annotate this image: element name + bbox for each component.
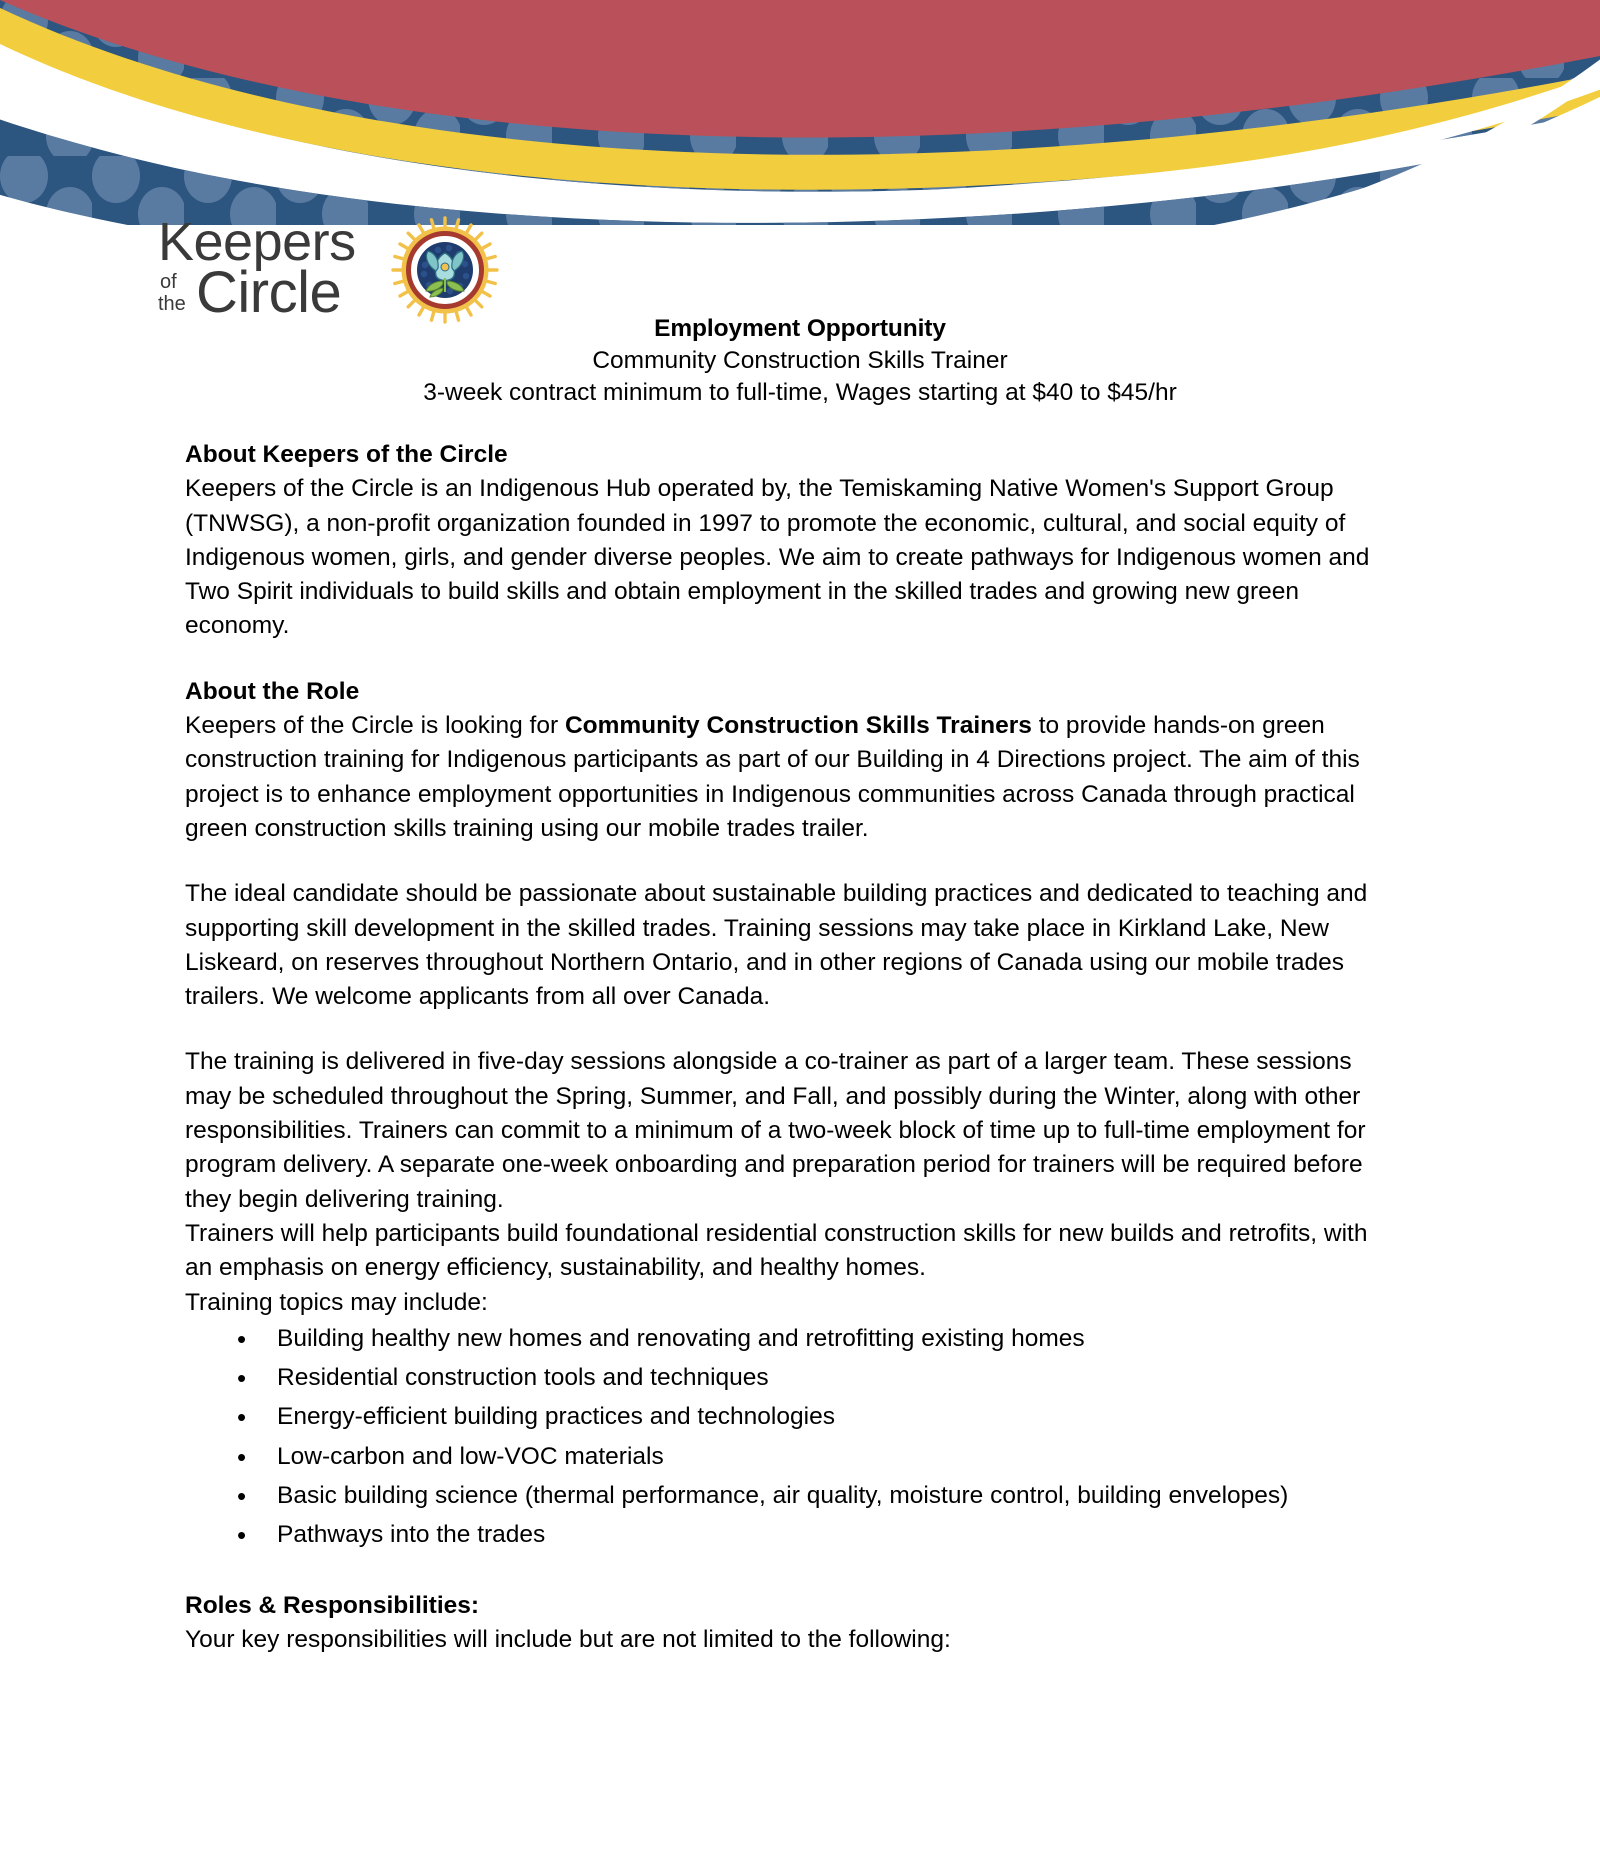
logo-word-keepers: Keepers <box>158 212 356 272</box>
about-role-paragraph-1 <box>185 709 1400 846</box>
list-item-label: Basic building science (thermal performance, air quality, moisture control, building envelopes) <box>277 1482 1289 1510</box>
section-heading-about-role: About the Role <box>185 677 360 705</box>
bullet-icon: • <box>237 1481 247 1512</box>
banner-graphic <box>0 0 1600 225</box>
contract-wage-line: 3-week contract minimum to full-time, Wages starting at $40 to $45/hr <box>423 378 1177 406</box>
logo-word-the: the <box>158 293 186 315</box>
about-role-paragraph-4: Trainers will help participants build foundational residential construction skills for new builds and retrofits, with an emphasis on energy efficiency, sustainability, and healthy homes. <box>185 1219 1368 1282</box>
bullet-icon: • <box>237 1520 247 1551</box>
list-item <box>185 1322 1400 1356</box>
list-item <box>185 1440 1400 1474</box>
circle-medallion-emblem <box>393 218 497 322</box>
about-role-p1-post: to provide hands-on green construction training for Indigenous participants as part of our Building in 4 Directions project. The aim of this project is to enhance employment opportunities in Indigenous communities across Canada through practical green construction skills training using our mobile trades trailer. <box>185 712 1360 842</box>
bullet-icon: • <box>237 1323 247 1354</box>
job-title: Community Construction Skills Trainer <box>592 346 1008 374</box>
list-item-label: Low-carbon and low-VOC materials <box>277 1442 664 1470</box>
section-heading-about-org: About Keepers of the Circle <box>185 441 508 468</box>
about-role-paragraph-3: The training is delivered in five-day sessions alongside a co-trainer as part of a larger team. These sessions may be scheduled throughout the Spring, Summer, and Fall, and possibly during the Winter, along with other responsibilities. Trainers can commit to a minimum of a two-week block of time up to full-time employment for program delivery. A separate one-week onboarding and preparation period for trainers will be required before they begin delivering training. <box>185 1048 1366 1213</box>
list-item <box>185 1518 1400 1552</box>
page-title: Employment Opportunity <box>654 315 946 342</box>
list-item <box>185 1361 1400 1395</box>
list-item <box>185 1400 1400 1434</box>
training-topics-list <box>185 1322 1400 1553</box>
list-item-label: Residential construction tools and techniques <box>277 1364 769 1392</box>
list-item-label: Pathways into the trades <box>277 1521 546 1549</box>
list-item <box>185 1479 1400 1513</box>
about-role-p1-bold: Community Construction Skills Trainers <box>564 712 1032 740</box>
logo-word-circle: Circle <box>196 260 342 325</box>
about-role-p1-pre: Keepers of the Circle is looking for <box>185 712 565 740</box>
title-block <box>0 313 1600 409</box>
about-role-paragraph-2: The ideal candidate should be passionate about sustainable building practices and dedicated to teaching and supporting skill development in the skilled trades. Training sessions may take place in Kirkland Lake, New Liskeard, on reserves throughout Northern Ontario, and in other regions of Canada using our mobile trades trailers. We welcome applicants from all over Canada. <box>185 880 1368 1011</box>
responsibilities-intro: Your key responsibilities will include but are not limited to the following: <box>185 1625 951 1653</box>
keepers-of-the-circle-logo <box>158 210 528 325</box>
logo-word-of: of <box>160 271 177 293</box>
bullet-icon: • <box>237 1441 247 1472</box>
section-heading-responsibilities: Roles & Responsibilities: <box>185 1591 480 1619</box>
bullet-icon: • <box>237 1402 247 1433</box>
header-banner <box>0 0 1600 225</box>
logo-graphic <box>158 210 528 325</box>
training-topics-intro: Training topics may include: <box>185 1288 488 1316</box>
list-item-label: Building healthy new homes and renovating and retrofitting existing homes <box>277 1324 1085 1352</box>
document-content <box>185 438 1400 1657</box>
list-item-label: Energy-efficient building practices and technologies <box>277 1403 835 1431</box>
about-org-paragraph: Keepers of the Circle is an Indigenous Hub operated by, the Temiskaming Native Women's Support Group (TNWSG), a non-profit organization founded in 1997 to promote the economic, cultural, and social equity of Indigenous women, girls, and gender diverse peoples. We aim to create pathways for Indigenous women and Two Spirit individuals to build skills and obtain employment in the skilled trades and growing new green economy. <box>185 475 1370 640</box>
bullet-icon: • <box>237 1363 247 1394</box>
